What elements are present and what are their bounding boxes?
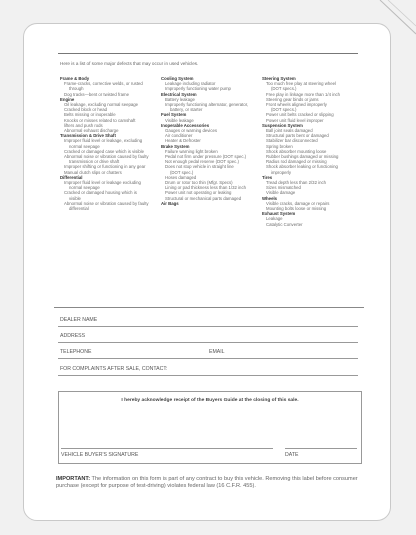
defect-item: Spring broken [266, 143, 293, 149]
defect-item: Dog tracks—bent or twisted frame [64, 91, 129, 97]
important-text: The information on this form is part of any contract to buy this vehicle. Removing this label before consumer purchase (except for purpose of test-driving) violates federal law (16 C.F.R. 455). [56, 476, 358, 489]
defect-item: Shock absorber mounting loose [266, 148, 327, 154]
defect-item: Lining or pad thickness less than 1/32 inch [165, 185, 246, 191]
defect-item: Not enough pedal reserve (DOT spec.) [165, 159, 239, 165]
address-line[interactable] [58, 342, 358, 343]
telephone-label: TELEPHONE [60, 349, 92, 355]
defect-category-heading: Tires [262, 174, 273, 180]
date-line[interactable] [285, 448, 357, 449]
defect-category-heading: Suspension System [262, 122, 303, 128]
defect-item: Too much free play at steering wheel [266, 81, 336, 87]
defect-item: Cracked block or head [64, 107, 107, 113]
defect-category-heading: Frame & Body [60, 76, 90, 81]
defect-item: battery, or starter [170, 107, 203, 113]
defect-item: Power unit fluid level improper [266, 117, 324, 123]
defect-item: Battery leakage [165, 96, 195, 102]
defect-item: Drum or rotor too thin (Mfgr. Specs) [165, 180, 233, 186]
date-label: DATE [285, 452, 299, 458]
defect-item: Sizes mismatched [266, 185, 301, 191]
defect-item: Leakage including radiator [165, 81, 216, 87]
defects-column-1 [60, 76, 155, 211]
defect-item: Belts missing or inoperable [64, 112, 116, 118]
defect-item: Visible damage [266, 190, 296, 196]
defect-item: Gauges or warning devices [165, 128, 218, 134]
defect-item: Knocks or misses related to camshaft [64, 117, 136, 123]
defect-item: Failure warning light broken [165, 148, 218, 154]
defect-item: Improperly functioning alternator, generator, [165, 102, 249, 108]
defect-item: Manual clutch slips or chatters [64, 169, 122, 175]
defects-column-2 [161, 76, 259, 206]
defect-item: Heater & Defroster [165, 138, 201, 144]
defect-item: Mounting bolts loose or missing [266, 206, 327, 212]
defect-item: Does not stop vehicle in straight line [165, 164, 234, 170]
complaints-contact-line[interactable] [58, 375, 358, 376]
defect-category-heading: Engine [60, 96, 75, 102]
defect-item: Improper fluid level or leakage, excluding [64, 138, 143, 144]
defect-category-heading: Inoperable Accessories [161, 122, 210, 128]
complaints-contact-label: FOR COMPLAINTS AFTER SALE, CONTACT: [60, 366, 168, 372]
defect-item: improperly [271, 169, 292, 175]
defect-item: Pedal not firm under pressure (DOT spec.) [165, 154, 247, 160]
defect-item: Abnormal exhaust discharge [64, 128, 119, 134]
defect-item: through [69, 86, 84, 92]
defect-category-heading: Exhaust System [262, 211, 296, 217]
defect-item: Hoses damaged [165, 174, 197, 180]
telephone-email-line[interactable] [58, 358, 358, 359]
important-notice [56, 476, 368, 489]
defect-category-heading: Steering System [262, 76, 296, 81]
defect-item: Catalytic Converter [266, 221, 303, 227]
defect-item: Structural parts bent or damaged [266, 133, 329, 139]
defect-item: Abnormal noise or vibration caused by faulty [64, 154, 149, 160]
email-label: EMAIL [209, 349, 225, 355]
defect-category-heading: Brake System [161, 143, 190, 149]
defect-category-heading: Wheels [262, 195, 278, 201]
acknowledgement-text: I hereby acknowledge receipt of the Buyers Guide at the closing of this sale. [121, 398, 299, 403]
buyer-signature-line[interactable] [61, 448, 273, 449]
defect-category-heading: Electrical System [161, 91, 197, 97]
defect-item: Oil leakage, excluding normal seepage [64, 102, 139, 108]
defect-item: Radius rod damaged or missing [266, 159, 327, 165]
defect-category-heading: Air Bags [161, 200, 179, 206]
defect-category-heading: Cooling System [161, 76, 194, 81]
defect-item: Visible leakage [165, 117, 194, 123]
defect-item: (DOT specs.) [271, 107, 297, 113]
defect-item: Visible cracks, damage or repairs [266, 200, 330, 206]
defect-item: Shock absorber leaking or functioning [266, 164, 338, 170]
defect-item: Cracked or damaged case which is visible [64, 148, 145, 154]
section-divider [54, 307, 364, 308]
defect-item: lifters and push rods [64, 122, 103, 128]
defect-item: Steering gear binds or jams [266, 96, 319, 102]
defect-item: Improper fluid level or leakage excluding [64, 180, 141, 186]
dealer-name-label: DEALER NAME [60, 317, 98, 323]
defect-item: normal seepage [69, 143, 100, 149]
defect-category-heading: Fuel System [161, 112, 187, 118]
buyers-guide-back-page [23, 23, 391, 521]
defect-category-heading: Differential [60, 174, 83, 180]
top-rule [58, 53, 358, 54]
defect-item: Cracked or damaged housing which is [64, 190, 137, 196]
defect-item: Improperly functioning water pump [165, 86, 231, 92]
address-label: ADDRESS [60, 333, 86, 339]
defect-category-heading: Transmission & Drive Shaft [60, 133, 116, 139]
defect-item: Power unit not operating or leaking [165, 190, 232, 196]
defect-item: Structural or mechanical parts damaged [165, 195, 242, 201]
dealer-name-line[interactable] [58, 326, 358, 327]
defect-item: (DOT specs.) [271, 86, 297, 92]
defect-item: Rubber bushings damaged or missing [266, 154, 339, 160]
defect-item: Tread depth less than 2/32 inch [266, 180, 327, 186]
defect-item: Leakage [266, 216, 283, 222]
defect-item: Free play in linkage more than 1/4 inch [266, 91, 341, 97]
defect-item: transmission or drive shaft [69, 159, 120, 165]
defect-item: Frame-cracks, corrective welds, or rusted [64, 81, 143, 87]
defect-item: Front wheels aligned improperly [266, 102, 327, 108]
defect-item: Stabilizer bar disconnected [266, 138, 318, 144]
defect-item: Power unit belts cracked or slipping [266, 112, 334, 118]
defect-item: Ball joint seals damaged [266, 128, 313, 134]
defect-item: normal seepage [69, 185, 100, 191]
defect-item: Abnormal noise or vibration caused by faulty [64, 200, 149, 206]
defects-intro: Here is a list of some major defects that may occur in used vehicles. [60, 61, 199, 66]
defect-item: differential [69, 206, 89, 212]
defect-item: Air conditioner [165, 133, 193, 139]
defect-item: Improper shifting or functioning in any gear [64, 164, 146, 170]
important-label: IMPORTANT: [56, 476, 91, 482]
acknowledgement-box [58, 391, 362, 464]
defect-item: (DOT spec.) [170, 169, 194, 175]
defects-column-3 [262, 76, 360, 227]
buyer-signature-label: VEHICLE BUYER'S SIGNATURE [61, 452, 139, 458]
defect-item: visible [69, 195, 81, 201]
